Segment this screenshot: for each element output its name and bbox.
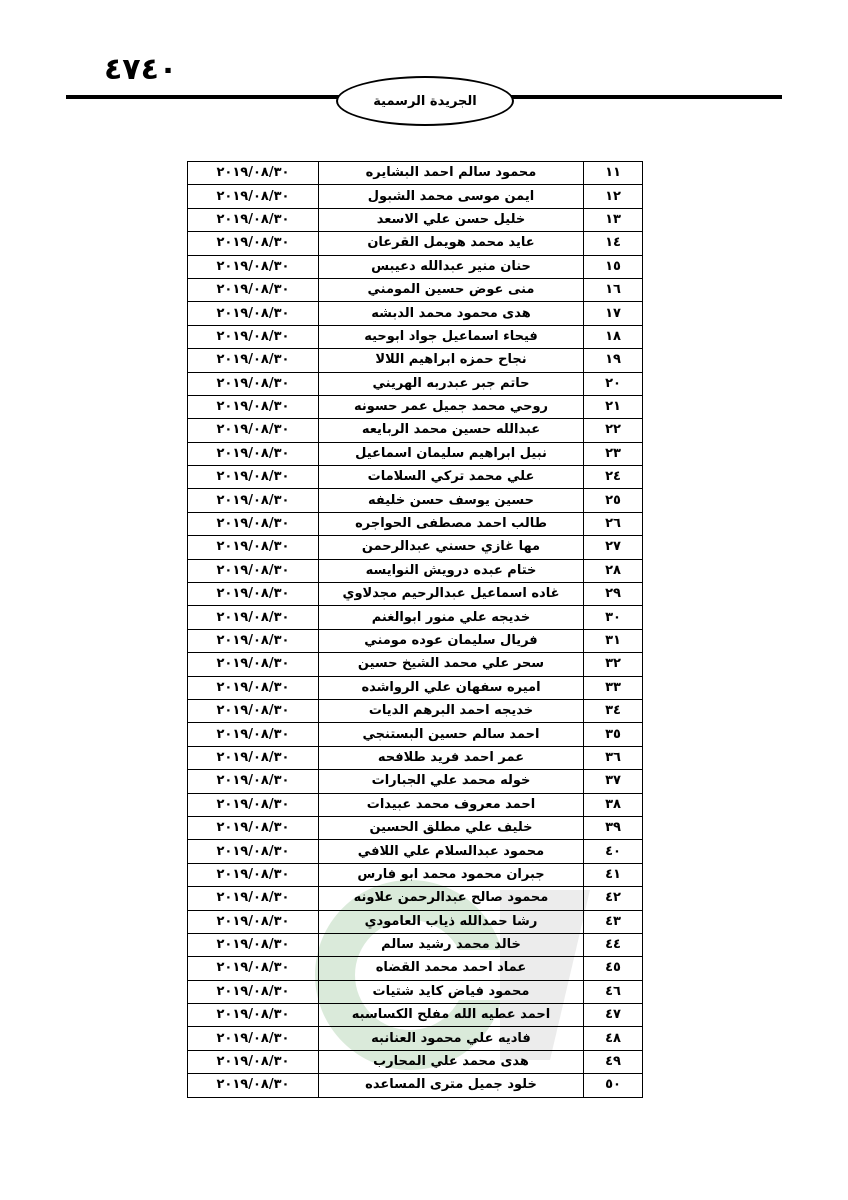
person-name: خليل حسن علي الاسعد [319,208,584,231]
decision-date: ٢٠١٩/٠٨/٣٠ [188,910,319,933]
row-number: ٢٣ [584,442,643,465]
gazette-title-oval [336,76,514,126]
person-name: روحي محمد جميل عمر حسونه [319,395,584,418]
person-name: محمود فياض كايد شتيات [319,980,584,1003]
row-number: ٥٠ [584,1074,643,1097]
table-row [188,887,643,910]
table-row [188,629,643,652]
row-number: ١٧ [584,302,643,325]
person-name: علي محمد تركي السلامات [319,466,584,489]
table-row [188,980,643,1003]
table-row [188,863,643,886]
decision-date: ٢٠١٩/٠٨/٣٠ [188,185,319,208]
person-name: عمر احمد فريد طلافحه [319,746,584,769]
table-row [188,1004,643,1027]
decision-date: ٢٠١٩/٠٨/٣٠ [188,816,319,839]
person-name: غاده اسماعيل عبدالرحيم مجدلاوي [319,583,584,606]
table-row [188,232,643,255]
person-name: محمود صالح عبدالرحمن علاونه [319,887,584,910]
table-row [188,1050,643,1073]
person-name: ايمن موسى محمد الشبول [319,185,584,208]
row-number: ٢١ [584,395,643,418]
decision-date: ٢٠١٩/٠٨/٣٠ [188,863,319,886]
decision-date: ٢٠١٩/٠٨/٣٠ [188,723,319,746]
decision-date: ٢٠١٩/٠٨/٣٠ [188,162,319,185]
decision-date: ٢٠١٩/٠٨/٣٠ [188,840,319,863]
row-number: ٤٩ [584,1050,643,1073]
row-number: ١٥ [584,255,643,278]
table-row [188,372,643,395]
decision-date: ٢٠١٩/٠٨/٣٠ [188,302,319,325]
decision-date: ٢٠١٩/٠٨/٣٠ [188,1050,319,1073]
row-number: ٣٧ [584,770,643,793]
decision-date: ٢٠١٩/٠٨/٣٠ [188,489,319,512]
row-number: ٣٠ [584,606,643,629]
person-name: احمد عطيه الله مفلح الكساسبه [319,1004,584,1027]
row-number: ١٦ [584,278,643,301]
decision-date: ٢٠١٩/٠٨/٣٠ [188,208,319,231]
row-number: ١٩ [584,349,643,372]
decision-date: ٢٠١٩/٠٨/٣٠ [188,466,319,489]
decision-date: ٢٠١٩/٠٨/٣٠ [188,793,319,816]
row-number: ٤٥ [584,957,643,980]
table-row [188,816,643,839]
row-number: ٤٨ [584,1027,643,1050]
row-number: ٣٤ [584,699,643,722]
row-number: ٣١ [584,629,643,652]
person-name: طالب احمد مصطفى الحواجره [319,512,584,535]
person-name: فيحاء اسماعيل جواد ابوحيه [319,325,584,348]
decision-date: ٢٠١٩/٠٨/٣٠ [188,1004,319,1027]
table-row [188,746,643,769]
row-number: ١٨ [584,325,643,348]
person-name: رشا حمدالله ذياب العامودي [319,910,584,933]
decision-date: ٢٠١٩/٠٨/٣٠ [188,653,319,676]
table-row [188,466,643,489]
person-name: عماد احمد محمد القضاه [319,957,584,980]
table-row [188,278,643,301]
row-number: ٤٣ [584,910,643,933]
decision-date: ٢٠١٩/٠٨/٣٠ [188,255,319,278]
table-row [188,489,643,512]
person-name: خلود جميل مترى المساعده [319,1074,584,1097]
decision-date: ٢٠١٩/٠٨/٣٠ [188,887,319,910]
page-number: ٤٧٤٠ [104,52,178,87]
table-row [188,255,643,278]
table-row [188,162,643,185]
table-row [188,395,643,418]
decision-date: ٢٠١٩/٠٨/٣٠ [188,1074,319,1097]
decision-date: ٢٠١٩/٠٨/٣٠ [188,676,319,699]
table-row [188,606,643,629]
decision-date: ٢٠١٩/٠٨/٣٠ [188,419,319,442]
table-row [188,1027,643,1050]
table-row [188,933,643,956]
row-number: ٣٩ [584,816,643,839]
row-number: ٣٢ [584,653,643,676]
row-number: ١٢ [584,185,643,208]
person-name: حنان منير عبدالله دعيبس [319,255,584,278]
table-row [188,583,643,606]
row-number: ٢٩ [584,583,643,606]
row-number: ١٤ [584,232,643,255]
decision-date: ٢٠١٩/٠٨/٣٠ [188,746,319,769]
person-name: حسين يوسف حسن خليفه [319,489,584,512]
table-row [188,185,643,208]
table-row [188,208,643,231]
person-name: جبران محمود محمد ابو فارس [319,863,584,886]
row-number: ٢٤ [584,466,643,489]
row-number: ٣٨ [584,793,643,816]
row-number: ٢٢ [584,419,643,442]
row-number: ٤١ [584,863,643,886]
row-number: ١١ [584,162,643,185]
person-name: خليف علي مطلق الحسين [319,816,584,839]
row-number: ٢٧ [584,536,643,559]
decision-date: ٢٠١٩/٠٨/٣٠ [188,606,319,629]
person-name: نجاح حمزه ابراهيم اللالا [319,349,584,372]
row-number: ٤٦ [584,980,643,1003]
decision-date: ٢٠١٩/٠٨/٣٠ [188,536,319,559]
person-name: نبيل ابراهيم سليمان اسماعيل [319,442,584,465]
row-number: ٣٥ [584,723,643,746]
row-number: ٣٣ [584,676,643,699]
decision-date: ٢٠١٩/٠٨/٣٠ [188,372,319,395]
person-name: هدى محمود محمد الدبشه [319,302,584,325]
table-row [188,349,643,372]
table-row [188,419,643,442]
row-number: ٢٥ [584,489,643,512]
row-number: ٢٠ [584,372,643,395]
person-name: محمود سالم احمد البشايره [319,162,584,185]
person-name: منى عوض حسين المومني [319,278,584,301]
decision-date: ٢٠١٩/٠٨/٣٠ [188,933,319,956]
gazette-title: الجريدة الرسمية [373,93,477,109]
table-row [188,302,643,325]
row-number: ٣٦ [584,746,643,769]
decision-date: ٢٠١٩/٠٨/٣٠ [188,699,319,722]
table-row [188,536,643,559]
decision-date: ٢٠١٩/٠٨/٣٠ [188,278,319,301]
table-row [188,512,643,535]
person-name: خديجه احمد البرهم الديات [319,699,584,722]
table-row [188,793,643,816]
table-row [188,676,643,699]
person-name: هدى محمد علي المحارب [319,1050,584,1073]
table-row [188,559,643,582]
decision-date: ٢٠١٩/٠٨/٣٠ [188,442,319,465]
person-name: عبدالله حسين محمد الربايعه [319,419,584,442]
person-name: ختام عبده درويش النوايسه [319,559,584,582]
person-name: خالد محمد رشيد سالم [319,933,584,956]
table-row [188,699,643,722]
decision-date: ٢٠١٩/٠٨/٣٠ [188,583,319,606]
decision-date: ٢٠١٩/٠٨/٣٠ [188,325,319,348]
names-table [187,161,643,1098]
person-name: حاتم جبر عبدربه الهريني [319,372,584,395]
decision-date: ٢٠١٩/٠٨/٣٠ [188,770,319,793]
table-row [188,442,643,465]
decision-date: ٢٠١٩/٠٨/٣٠ [188,957,319,980]
table-row [188,1074,643,1097]
table-row [188,653,643,676]
person-name: احمد سالم حسين البستنجي [319,723,584,746]
table-row [188,325,643,348]
person-name: سحر علي محمد الشيخ حسين [319,653,584,676]
row-number: ٤٢ [584,887,643,910]
person-name: خوله محمد علي الجبارات [319,770,584,793]
person-name: اميره سفهان علي الرواشده [319,676,584,699]
decision-date: ٢٠١٩/٠٨/٣٠ [188,349,319,372]
decision-date: ٢٠١٩/٠٨/٣٠ [188,395,319,418]
person-name: مها غازي حسني عبدالرحمن [319,536,584,559]
person-name: خديجه علي منور ابوالغنم [319,606,584,629]
table-row [188,840,643,863]
row-number: ٤٠ [584,840,643,863]
decision-date: ٢٠١٩/٠٨/٣٠ [188,232,319,255]
person-name: محمود عبدالسلام علي اللافي [319,840,584,863]
decision-date: ٢٠١٩/٠٨/٣٠ [188,980,319,1003]
row-number: ٢٦ [584,512,643,535]
table-row [188,957,643,980]
decision-date: ٢٠١٩/٠٨/٣٠ [188,1027,319,1050]
table-row [188,770,643,793]
table-row [188,910,643,933]
row-number: ٢٨ [584,559,643,582]
person-name: احمد معروف محمد عبيدات [319,793,584,816]
decision-date: ٢٠١٩/٠٨/٣٠ [188,512,319,535]
decision-date: ٢٠١٩/٠٨/٣٠ [188,559,319,582]
person-name: عايد محمد هويمل القرعان [319,232,584,255]
person-name: فاديه علي محمود العنانبه [319,1027,584,1050]
person-name: فريال سليمان عوده مومني [319,629,584,652]
row-number: ٤٤ [584,933,643,956]
table-row [188,723,643,746]
row-number: ١٣ [584,208,643,231]
decision-date: ٢٠١٩/٠٨/٣٠ [188,629,319,652]
row-number: ٤٧ [584,1004,643,1027]
